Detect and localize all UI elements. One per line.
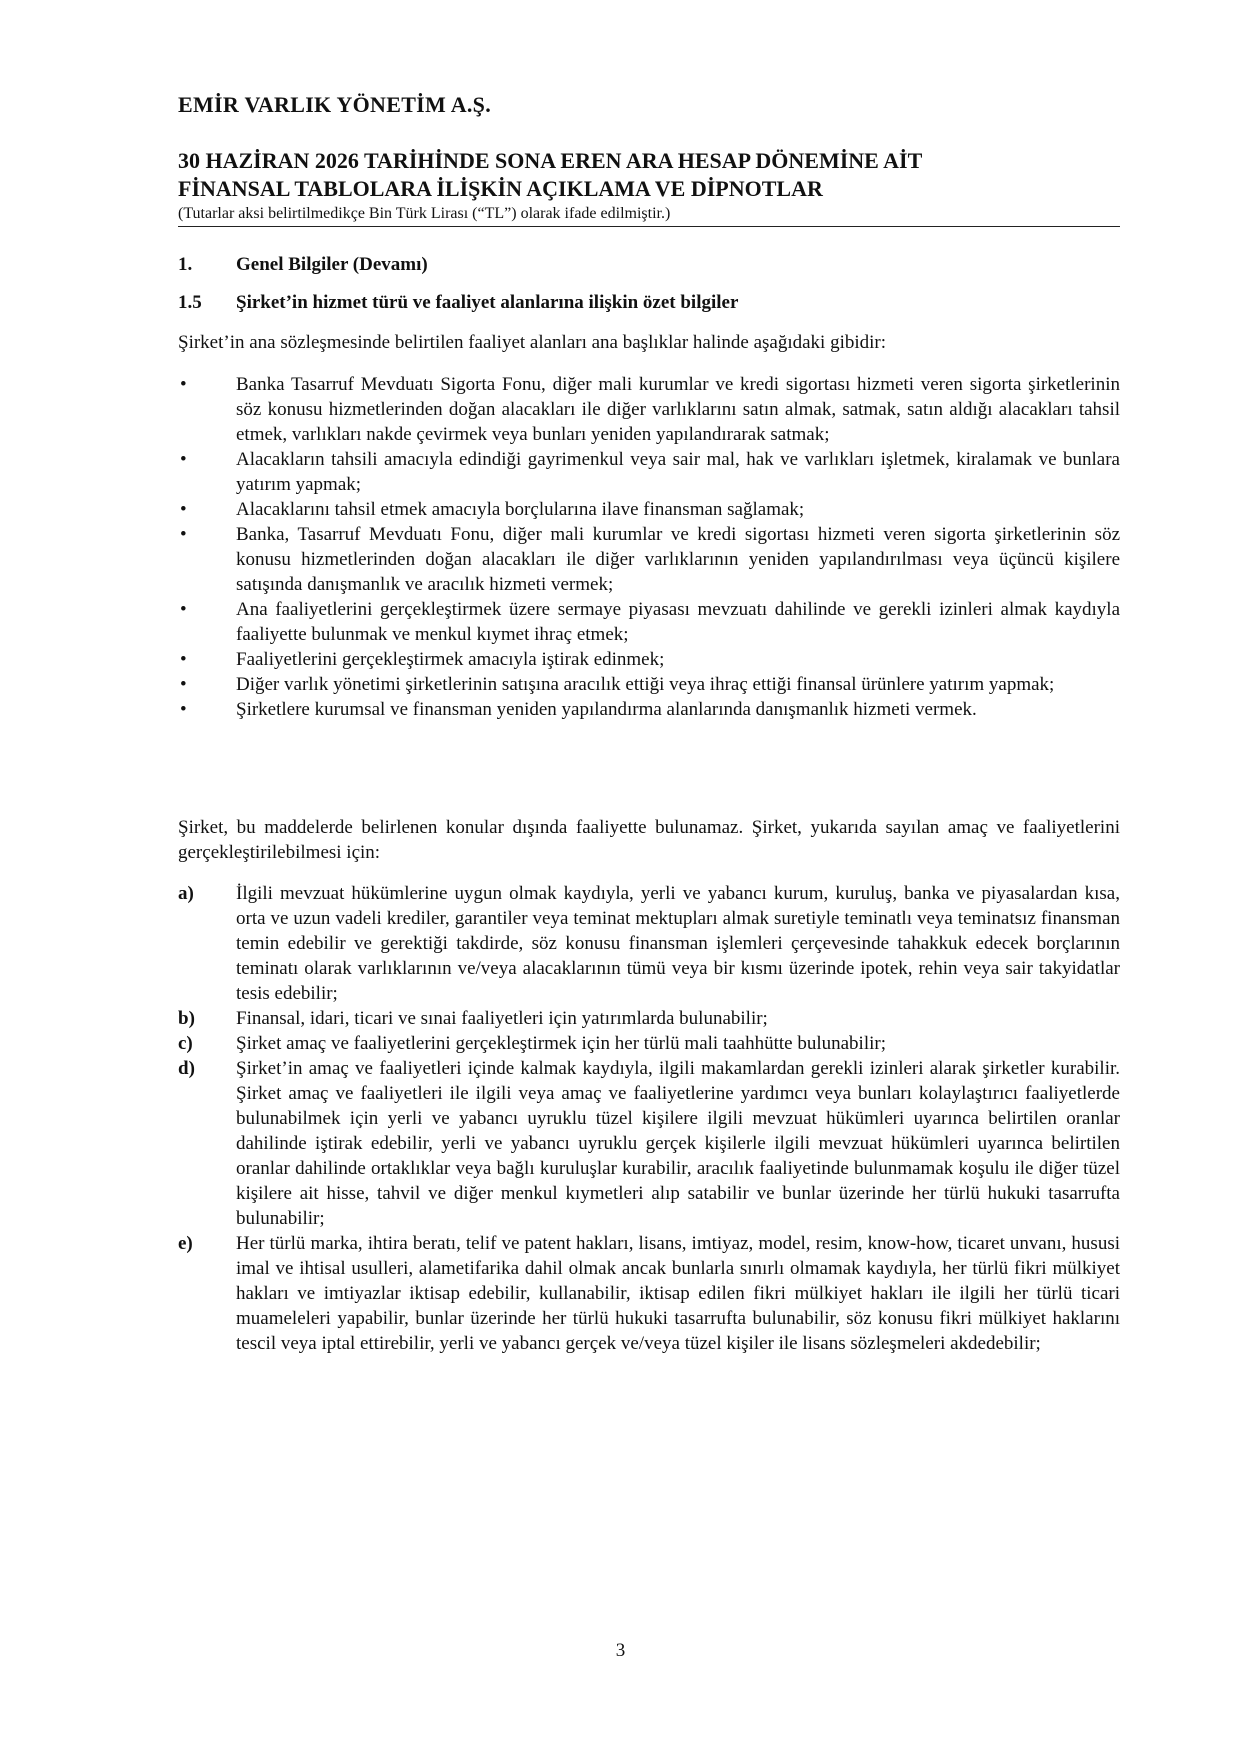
- list-item: [178, 1031, 1120, 1056]
- list-item: • Faaliyetlerini gerçekleştirmek amacıyla iştirak edinmek;: [178, 647, 1120, 672]
- list-item: [178, 1006, 1120, 1031]
- report-subtitle: (Tutarlar aksi belirtilmedikçe Bin Türk Lirası (“TL”) olarak ifade edilmiştir.): [178, 205, 671, 222]
- list-item: • Alacakların tahsili amacıyla edindiği gayrimenkul veya sair mal, hak ve varlıkları işletmek, kiralamak ve bunlara yatırım yapmak;: [178, 447, 1120, 497]
- item-label: c): [178, 1033, 193, 1054]
- item-label: a): [178, 883, 194, 904]
- section-heading-1: [178, 254, 428, 276]
- company-name: EMİR VARLIK YÖNETİM A.Ş.: [178, 92, 492, 117]
- list-item: • Banka, Tasarruf Mevduatı Fonu, diğer mali kurumlar ve kredi sigortası hizmeti veren sigorta şirketlerinin söz konusu hizmetlerinden doğan alacakları ile diğer varlıklarının yeniden yapılandırılması veya üçüncü kişilere satışında danışmanlık ve aracılık hizmeti vermek;: [178, 522, 1120, 597]
- list-item: [178, 1056, 1120, 1231]
- middle-paragraph: Şirket, bu maddelerde belirlenen konular dışında faaliyette bulunamaz. Şirket, yukarıda sayılan amaç ve faaliyetlerini gerçekleştirilebilmesi için:: [178, 817, 1120, 863]
- list-item: • Alacaklarını tahsil etmek amacıyla borçlularına ilave finansman sağlamak;: [178, 497, 1120, 522]
- header-divider: [178, 226, 1120, 227]
- list-item: • Banka Tasarruf Mevduatı Sigorta Fonu, diğer mali kurumlar ve kredi sigortası hizmeti veren sigorta şirketlerinin söz konusu hizmetlerinden doğan alacakları ile diğer varlıklarını satın almak, satmak, satın aldığı alacakları tahsil etmek, varlıkları nakde çevirmek veya bunları yeniden yapılandırarak satmak;: [178, 372, 1120, 447]
- section-number: 1.5: [178, 292, 202, 313]
- item-text: Şirket’in amaç ve faaliyetleri içinde kalmak kaydıyla, ilgili makamlardan gerekli izinleri alarak şirketler kurabilir. Şirket amaç ve faaliyetleri ile ilgili veya amaç ve faaliyetlerine yardımcı veya bunları kolaylaştırıcı faaliyetlerde bulunabilmek için yerli ve yabancı uyruklu tüzel kişilere ilgili mevzuat hükümleri uyarınca belirtilen oranlar dahilinde iştirak edebilir, yerli ve yabancı uyruklu gerçek kişilerle ilgili mevzuat hükümleri uyarınca belirtilen oranlar dahilinde ortaklıklar veya bağlı kuruluşlar kurabilir, aracılık faaliyetinde bulunmamak koşulu ile diğer tüzel kişilere ait hisse, tahvil ve diğer menkul kıymetleri alıp satabilir ve bunlar üzerinde her türlü hukuki tasarrufta bulunabilir;: [236, 1058, 1120, 1229]
- list-item: • Şirketlere kurumsal ve finansman yeniden yapılandırma alanlarında danışmanlık hizmeti vermek.: [178, 697, 1120, 722]
- section-title: Genel Bilgiler (Devamı): [236, 254, 428, 275]
- section-number: 1.: [178, 254, 193, 275]
- report-title-line-2: FİNANSAL TABLOLARA İLİŞKİN AÇIKLAMA VE DİPNOTLAR: [178, 176, 823, 201]
- page-number: 3: [615, 1640, 626, 1661]
- intro-paragraph: Şirket’in ana sözleşmesinde belirtilen faaliyet alanları ana başlıklar halinde aşağıdaki gibidir:: [178, 332, 887, 353]
- item-text: Her türlü marka, ihtira beratı, telif ve patent hakları, lisans, imtiyaz, model, resim, know-how, ticaret unvanı, hususi imal ve ihtisal usulleri, alametifarika dahil olmak ancak bunlarla sınırlı olmamak kaydıyla, her türlü fikri mülkiyet hakları ve imtiyazlar iktisap edebilir, kullanabilir, iktisap edilen fikri mülkiyet hakları ile ilgili her türlü ticari muameleleri yapabilir, bunlar üzerinde her türlü hukuki tasarrufta bulunabilir, söz konusu fikri mülkiyet haklarını tescil veya iptal ettirebilir, yerli ve yabancı gerçek ve/veya tüzel kişiler ile lisans sözleşmeleri akdedebilir;: [236, 1233, 1120, 1354]
- item-text: İlgili mevzuat hükümlerine uygun olmak kaydıyla, yerli ve yabancı kurum, kuruluş, banka ve piyasalardan kısa, orta ve uzun vadeli krediler, garantiler veya teminat mektupları almak suretiyle teminatlı veya teminatsız finansman temin edebilir ve gerektiği takdirde, söz konusu finansman işlemleri çerçevesinde tahakkuk edecek borçlarının teminatı olarak varlıklarının ve/veya alacaklarının tümü veya bir kısmı üzerinde ipotek, rehin veya sair takyidatlar tesis edebilir;: [236, 883, 1120, 1004]
- item-text: Şirket amaç ve faaliyetlerini gerçekleştirmek için her türlü mali taahhütte bulunabilir;: [236, 1033, 886, 1054]
- list-item: • Ana faaliyetlerini gerçekleştirmek üzere sermaye piyasası mevzuatı dahilinde ve gerekli izinleri almak kaydıyla faaliyette bulunmak ve menkul kıymet ihraç etmek;: [178, 597, 1120, 647]
- activity-bullet-list: [178, 372, 1120, 722]
- item-text: Finansal, idari, ticari ve sınai faaliyetleri için yatırımlarda bulunabilir;: [236, 1008, 768, 1029]
- item-label: d): [178, 1058, 195, 1079]
- list-item: [178, 1231, 1120, 1356]
- item-label: e): [178, 1233, 193, 1254]
- lettered-list: [178, 881, 1120, 1356]
- item-label: b): [178, 1008, 195, 1029]
- section-title: Şirket’in hizmet türü ve faaliyet alanlarına ilişkin özet bilgiler: [236, 292, 739, 313]
- report-title-line-1: 30 HAZİRAN 2026 TARİHİNDE SONA EREN ARA HESAP DÖNEMİNE AİT: [178, 148, 923, 173]
- list-item: • Diğer varlık yönetimi şirketlerinin satışına aracılık ettiği veya ihraç ettiği finansal ürünlere yatırım yapmak;: [178, 672, 1120, 697]
- list-item: [178, 881, 1120, 1006]
- section-heading-1-5: [178, 292, 738, 314]
